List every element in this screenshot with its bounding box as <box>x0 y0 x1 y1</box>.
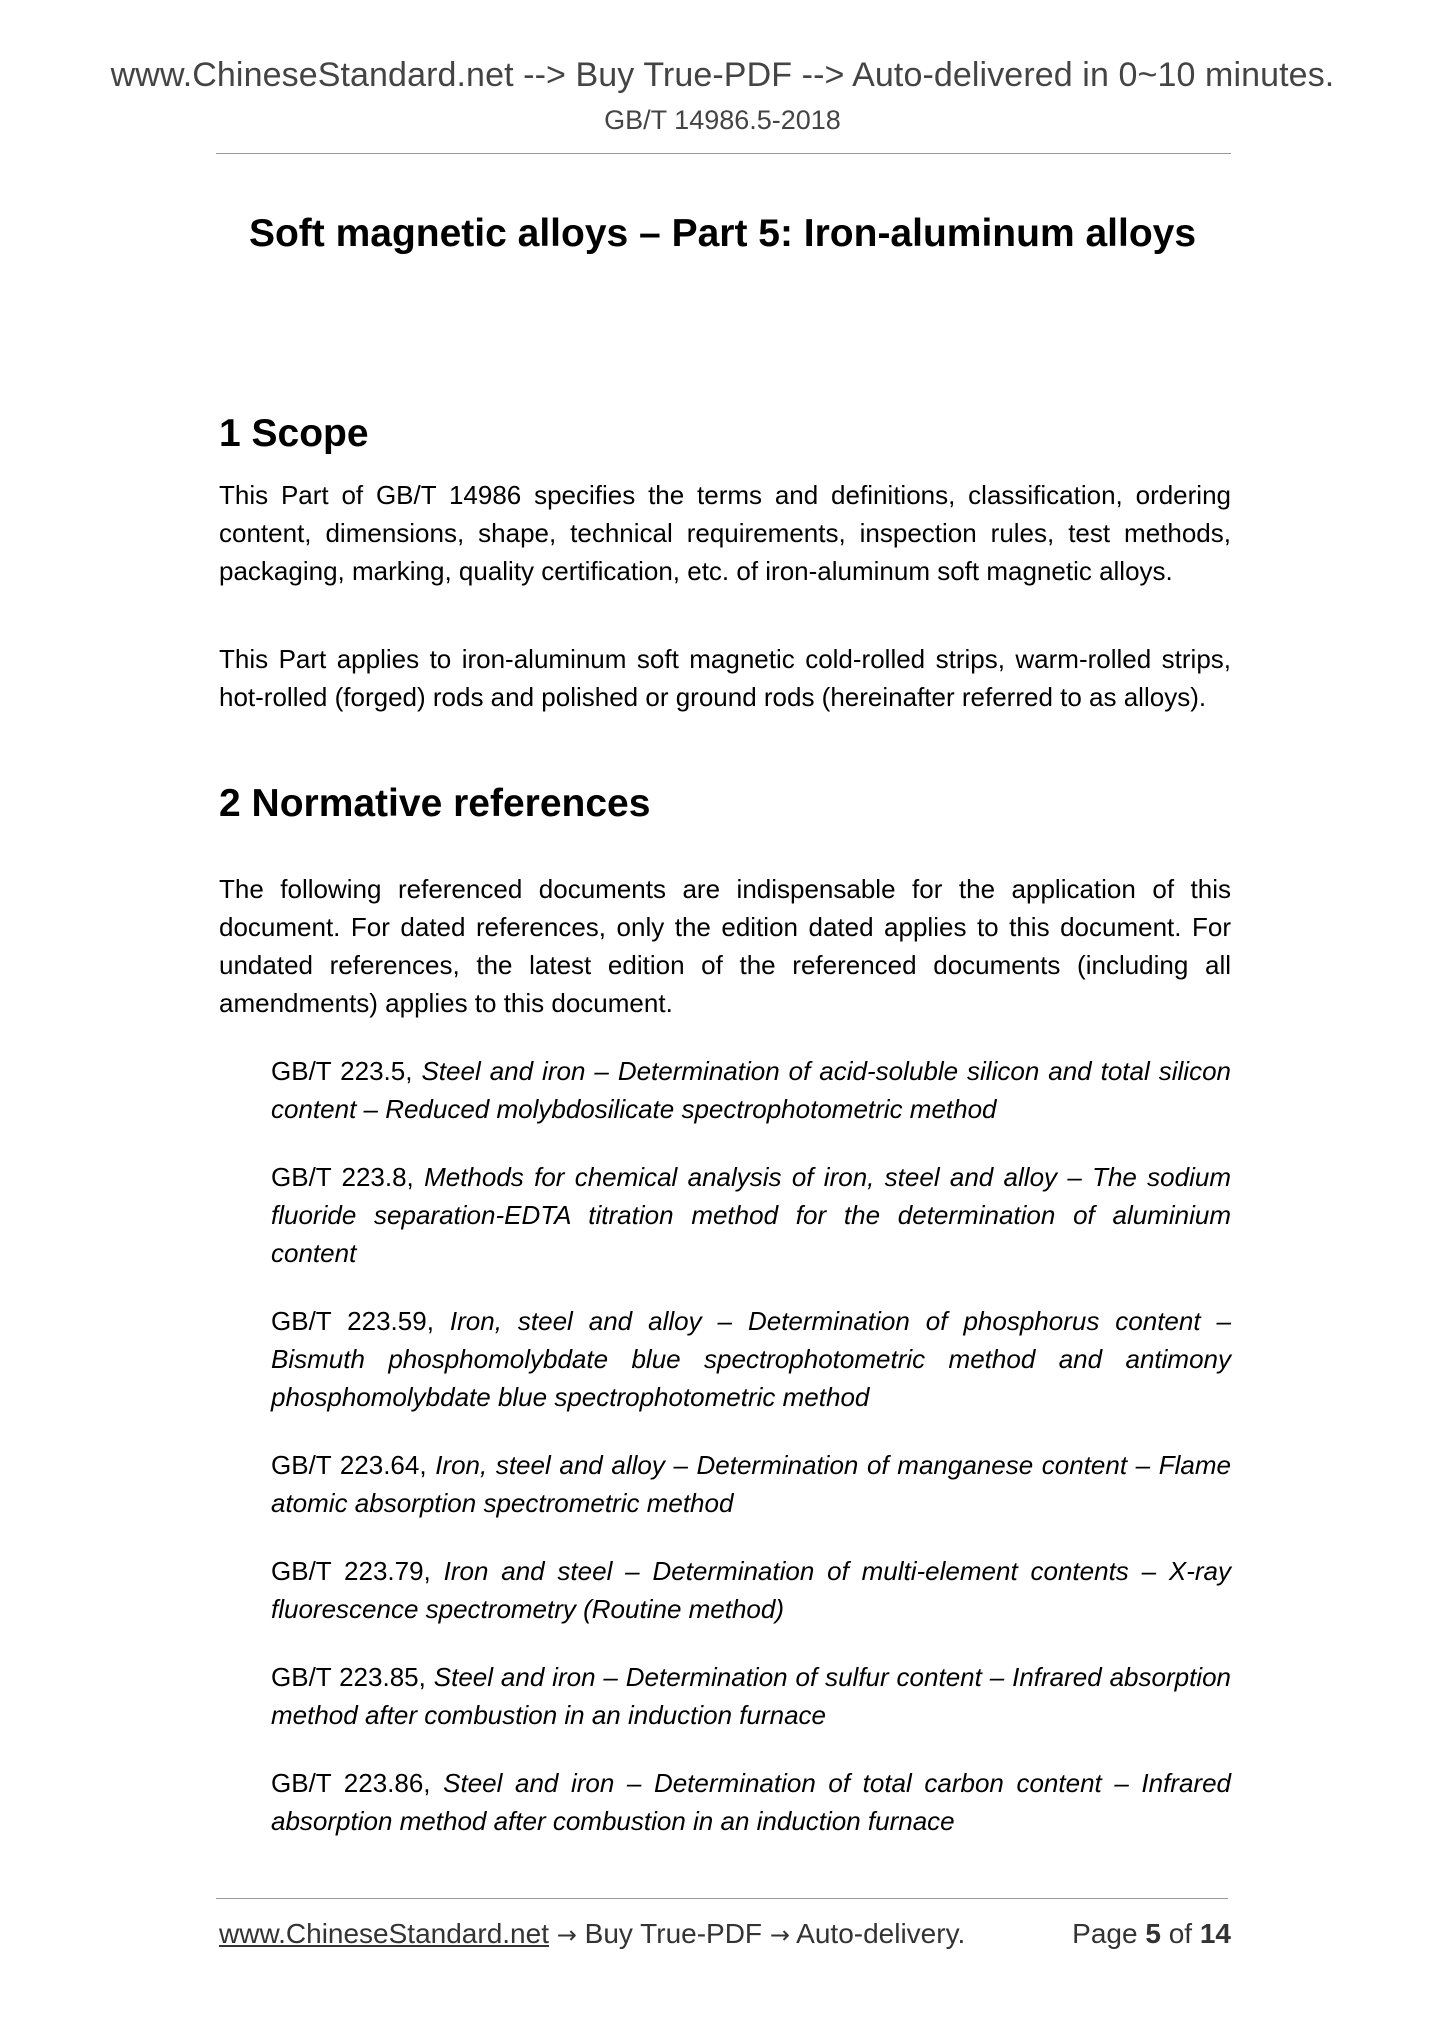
header-banner: www.ChineseStandard.net --> Buy True-PDF --> Auto-delivered in 0~10 minutes. <box>110 56 1335 94</box>
reference-code: GB/T 223.59, <box>271 1306 434 1336</box>
reference-title: Steel and iron – Determination of acid-soluble silicon and total silicon content – Reduced molybdosilicate spectrophotometric method <box>271 1056 1231 1124</box>
reference-title: Iron, steel and alloy – Determination of phosphorus content – Bismuth phosphomolybdate blue spectrophotometric method and antimony phosphomolybdate blue spectrophotometric method <box>271 1306 1231 1412</box>
reference-title: Steel and iron – Determination of sulfur content – Infrared absorption method after combustion in an induction furnace <box>271 1662 1232 1730</box>
footer-buy-label: Buy True-PDF <box>584 1918 763 1949</box>
reference-item <box>271 1552 1231 1628</box>
page-footer <box>219 1918 1231 1950</box>
reference-item <box>271 1158 1231 1272</box>
page-word: Page <box>1072 1918 1138 1949</box>
section-heading-scope: 1 Scope <box>219 412 369 455</box>
header-divider <box>216 153 1231 154</box>
reference-code: GB/T 223.8, <box>271 1162 414 1192</box>
footer-delivery-label: Auto-delivery. <box>796 1918 966 1949</box>
reference-item <box>271 1658 1231 1734</box>
footer-site-link[interactable]: www.ChineseStandard.net <box>219 1918 549 1949</box>
page-of-word: of <box>1168 1918 1193 1949</box>
reference-item <box>271 1764 1231 1840</box>
arrow-right-icon: → <box>769 1921 790 1949</box>
reference-code: GB/T 223.85, <box>271 1662 426 1692</box>
page-total: 14 <box>1199 1918 1231 1949</box>
normative-intro-paragraph: The following referenced documents are indispensable for the application of this document. For dated references, only the edition dated applies to this document. For undated references, the latest edition of the referenced documents (including all amendments) applies to this document. <box>219 874 1231 1018</box>
footer-divider <box>216 1898 1228 1899</box>
page-current: 5 <box>1145 1918 1161 1949</box>
reference-item <box>271 1052 1231 1128</box>
reference-title: Iron, steel and alloy – Determination of manganese content – Flame atomic absorption spectrometric method <box>271 1450 1231 1518</box>
arrow-right-icon: → <box>556 1921 577 1949</box>
reference-title: Iron and steel – Determination of multi-element contents – X-ray fluorescence spectrometry (Routine method) <box>271 1556 1232 1624</box>
document-title: Soft magnetic alloys – Part 5: Iron-aluminum alloys <box>248 212 1197 255</box>
page-indicator <box>1072 1918 1231 1950</box>
scope-paragraph-1: This Part of GB/T 14986 specifies the terms and definitions, classification, ordering content, dimensions, shape, technical requirements, inspection rules, test methods, packaging, marking, quality certification, etc. of iron-aluminum soft magnetic alloys. <box>219 480 1231 586</box>
header-standard-number: GB/T 14986.5-2018 <box>604 105 841 135</box>
reference-item <box>271 1302 1231 1416</box>
section-heading-normative-references: 2 Normative references <box>219 782 651 825</box>
reference-code: GB/T 223.86, <box>271 1768 431 1798</box>
reference-code: GB/T 223.64, <box>271 1450 427 1480</box>
reference-title: Methods for chemical analysis of iron, steel and alloy – The sodium fluoride separation-EDTA titration method for the determination of aluminium content <box>271 1162 1231 1268</box>
scope-paragraph-2: This Part applies to iron-aluminum soft magnetic cold-rolled strips, warm-rolled strips, hot-rolled (forged) rods and polished or ground rods (hereinafter referred to as alloys). <box>219 644 1231 712</box>
reference-code: GB/T 223.5, <box>271 1056 413 1086</box>
reference-title: Steel and iron – Determination of total carbon content – Infrared absorption method after combustion in an induction furnace <box>271 1768 1231 1836</box>
reference-code: GB/T 223.79, <box>271 1556 431 1586</box>
reference-item <box>271 1446 1231 1522</box>
